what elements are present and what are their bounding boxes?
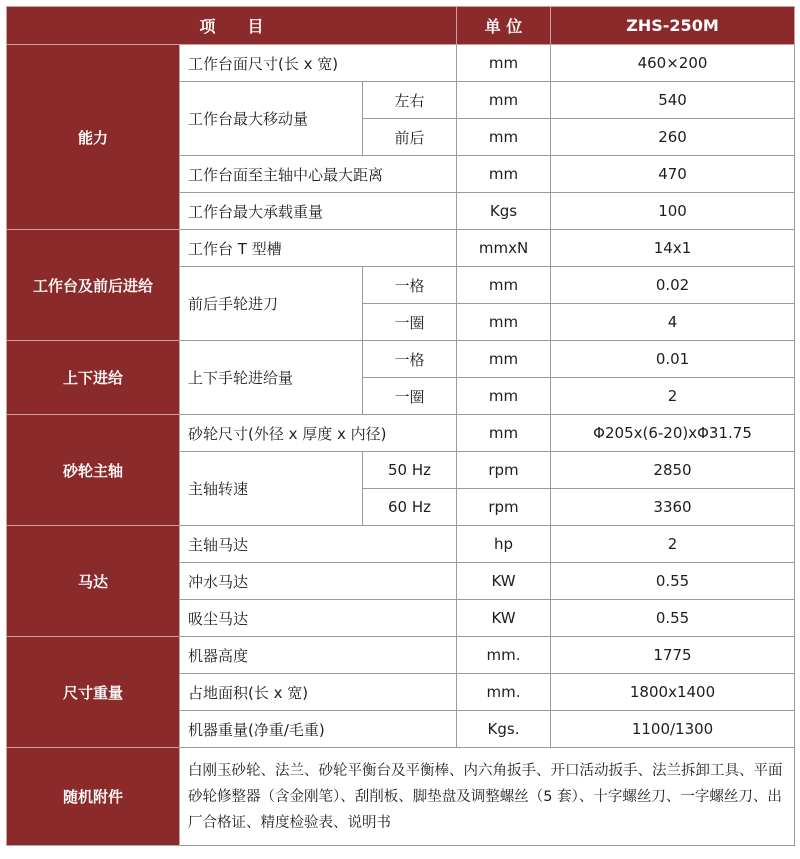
spec-unit: mm: [457, 119, 551, 156]
spec-value: 0.55: [551, 600, 795, 637]
spec-value: 0.02: [551, 267, 795, 304]
table-row: [7, 526, 795, 563]
spec-value: 0.55: [551, 563, 795, 600]
spec-unit: mm: [457, 415, 551, 452]
spec-unit: rpm: [457, 489, 551, 526]
spec-unit: mm.: [457, 637, 551, 674]
category-motors: 马达: [7, 526, 180, 637]
spec-item: 吸尘马达: [180, 600, 457, 637]
spec-item: 工作台最大承载重量: [180, 193, 457, 230]
spec-sub-label: 一格: [363, 341, 457, 378]
category-vertical-feed: 上下进给: [7, 341, 180, 415]
spec-item: 工作台最大移动量: [180, 82, 363, 156]
spec-item: 前后手轮进刀: [180, 267, 363, 341]
spec-value: 2: [551, 526, 795, 563]
table-row: [7, 748, 795, 846]
spec-unit: mm: [457, 156, 551, 193]
spec-unit: mm: [457, 45, 551, 82]
spec-unit: mm: [457, 304, 551, 341]
header-unit: 单 位: [457, 7, 551, 45]
spec-unit: hp: [457, 526, 551, 563]
spec-unit: mm.: [457, 674, 551, 711]
table-row: [7, 415, 795, 452]
spec-value: 1800x1400: [551, 674, 795, 711]
header-item: 项 目: [7, 7, 457, 45]
spec-value: 460×200: [551, 45, 795, 82]
spec-value: 540: [551, 82, 795, 119]
spec-unit: mm: [457, 267, 551, 304]
category-dimensions: 尺寸重量: [7, 637, 180, 748]
spec-unit: mmxN: [457, 230, 551, 267]
spec-item: 上下手轮进给量: [180, 341, 363, 415]
spec-value: 4: [551, 304, 795, 341]
spec-sub-label: 前后: [363, 119, 457, 156]
spec-item: 主轴马达: [180, 526, 457, 563]
spec-value: 14x1: [551, 230, 795, 267]
spec-sub-label: 一格: [363, 267, 457, 304]
category-wheel-spindle: 砂轮主轴: [7, 415, 180, 526]
spec-value: 2: [551, 378, 795, 415]
table-row: [7, 45, 795, 82]
spec-item: 机器重量(净重/毛重): [180, 711, 457, 748]
spec-item: 工作台面尺寸(长 x 宽): [180, 45, 457, 82]
spec-item: 占地面积(长 x 宽): [180, 674, 457, 711]
spec-item: 砂轮尺寸(外径 x 厚度 x 内径): [180, 415, 457, 452]
spec-unit: mm: [457, 378, 551, 415]
spec-unit: Kgs: [457, 193, 551, 230]
spec-value: 1100/1300: [551, 711, 795, 748]
spec-unit: mm: [457, 82, 551, 119]
table-row: [7, 341, 795, 378]
spec-value: 470: [551, 156, 795, 193]
spec-sub-label: 60 Hz: [363, 489, 457, 526]
spec-item: 工作台面至主轴中心最大距离: [180, 156, 457, 193]
accessories-list: 白刚玉砂轮、法兰、砂轮平衡台及平衡棒、内六角扳手、开口活动扳手、法兰拆卸工具、平面砂轮修整器（含金刚笔）、刮削板、脚垫盘及调整螺丝（5 套）、十字螺丝刀、一字螺丝刀、出厂合格证、精度检验表、说明书: [180, 748, 795, 846]
spec-unit: KW: [457, 600, 551, 637]
spec-item: 机器高度: [180, 637, 457, 674]
spec-unit: rpm: [457, 452, 551, 489]
spec-value: 0.01: [551, 341, 795, 378]
spec-item: 工作台 T 型槽: [180, 230, 457, 267]
header-row: [7, 7, 795, 45]
spec-value: 100: [551, 193, 795, 230]
table-row: [7, 230, 795, 267]
spec-value: 1775: [551, 637, 795, 674]
spec-value: Φ205x(6-20)xΦ31.75: [551, 415, 795, 452]
spec-table: [6, 6, 795, 846]
spec-value: 2850: [551, 452, 795, 489]
header-model: ZHS-250M: [551, 7, 795, 45]
spec-sub-label: 50 Hz: [363, 452, 457, 489]
table-row: [7, 637, 795, 674]
spec-sub-label: 一圈: [363, 304, 457, 341]
spec-item: 冲水马达: [180, 563, 457, 600]
spec-sub-label: 一圈: [363, 378, 457, 415]
category-accessories: 随机附件: [7, 748, 180, 846]
spec-unit: KW: [457, 563, 551, 600]
spec-unit: mm: [457, 341, 551, 378]
spec-value: 3360: [551, 489, 795, 526]
spec-unit: Kgs.: [457, 711, 551, 748]
category-capacity: 能力: [7, 45, 180, 230]
spec-value: 260: [551, 119, 795, 156]
category-table-feed: 工作台及前后进给: [7, 230, 180, 341]
spec-sub-label: 左右: [363, 82, 457, 119]
spec-item: 主轴转速: [180, 452, 363, 526]
